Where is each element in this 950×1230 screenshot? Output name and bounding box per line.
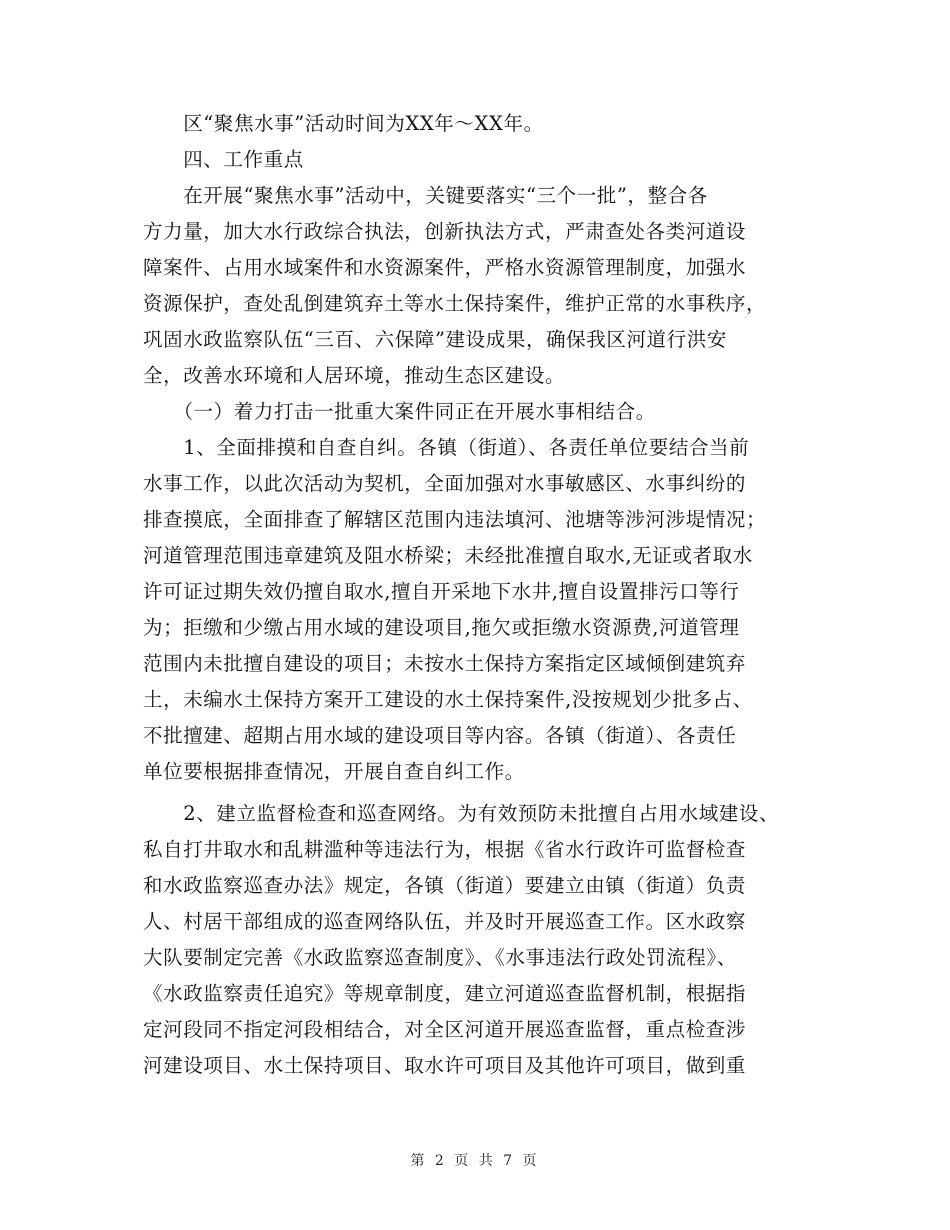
- page-number-label: 第 2 页 共 7 页: [410, 1153, 540, 1169]
- text-line: 大队要制定完善《水政监察巡查制度》、《水事违法行政处罚流程》、: [143, 946, 737, 969]
- text-line: 在开展“聚焦水事”活动中，关键要落实“三个一批”，整合各: [143, 184, 708, 207]
- text-line: 为；拒缴和少缴占用水域的建设项目,拖欠或拒缴水资源费,河道管理: [143, 616, 740, 639]
- text-line: 单位要根据排查情况，开展自查自纠工作。: [143, 760, 525, 783]
- text-line: 排查摸底，全面排查了解辖区范围内违法填河、池塘等涉河涉堤情况；: [143, 508, 767, 531]
- text-line: 四、工作重点: [143, 148, 304, 171]
- text-line: 私自打井取水和乱耕滥种等违法行为，根据《省水行政许可监督检查: [143, 838, 747, 861]
- text-line: 水事工作，以此次活动为契机，全面加强对水事敏感区、水事纠纷的: [143, 472, 747, 495]
- text-line: 河建设项目、水土保持项目、取水许可项目及其他许可项目，做到重: [143, 1054, 747, 1077]
- text-line: 2、建立监督检查和巡查网络。为有效预防未批擅自占用水域建设、: [143, 802, 780, 825]
- text-line: 方力量，加大水行政综合执法，创新执法方式，严肃查处各类河道设: [143, 220, 747, 243]
- text-line: （一）着力打击一批重大案件同正在开展水事相结合。: [143, 400, 656, 423]
- text-line: 人、村居干部组成的巡查网络队伍，并及时开展巡查工作。区水政察: [143, 910, 747, 933]
- text-line: 巩固水政监察队伍“三百、六保障”建设成果，确保我区河道行洪安: [143, 328, 727, 351]
- text-line: 《水政监察责任追究》等规章制度，建立河道巡查监督机制，根据指: [143, 982, 747, 1005]
- text-line: 不批擅建、超期占用水域的建设项目等内容。各镇（街道）、各责任: [143, 724, 737, 747]
- text-line: 全，改善水环境和人居环境，推动生态区建设。: [143, 364, 566, 387]
- text-line: 1、全面排摸和自查自纠。各镇（街道）、各责任单位要结合当前: [143, 436, 750, 459]
- page-footer: [0, 1150, 950, 1170]
- text-line: 定河段同不指定河段相结合，对全区河道开展巡查监督，重点检查涉: [143, 1018, 747, 1041]
- text-line: 障案件、占用水域案件和水资源案件，严格水资源管理制度，加强水: [143, 256, 747, 279]
- text-line: 土，未编水土保持方案开工建设的水土保持案件,没按规划少批多占、: [143, 688, 753, 711]
- text-line: 许可证过期失效仍擅自取水,擅自开采地下水井,擅自设置排污口等行: [143, 580, 740, 603]
- text-line: 区“聚焦水事”活动时间为XX年～XX年。: [143, 112, 544, 135]
- text-line: 和水政监察巡查办法》规定，各镇（街道）要建立由镇（街道）负责: [143, 874, 747, 897]
- text-line: 范围内未批擅自建设的项目；未按水土保持方案指定区域倾倒建筑弃: [143, 652, 747, 675]
- text-line: 资源保护，查处乱倒建筑弃土等水土保持案件，维护正常的水事秩序，: [143, 292, 767, 315]
- text-line: 河道管理范围违章建筑及阻水桥梁；未经批准擅自取水,无证或者取水: [143, 544, 753, 567]
